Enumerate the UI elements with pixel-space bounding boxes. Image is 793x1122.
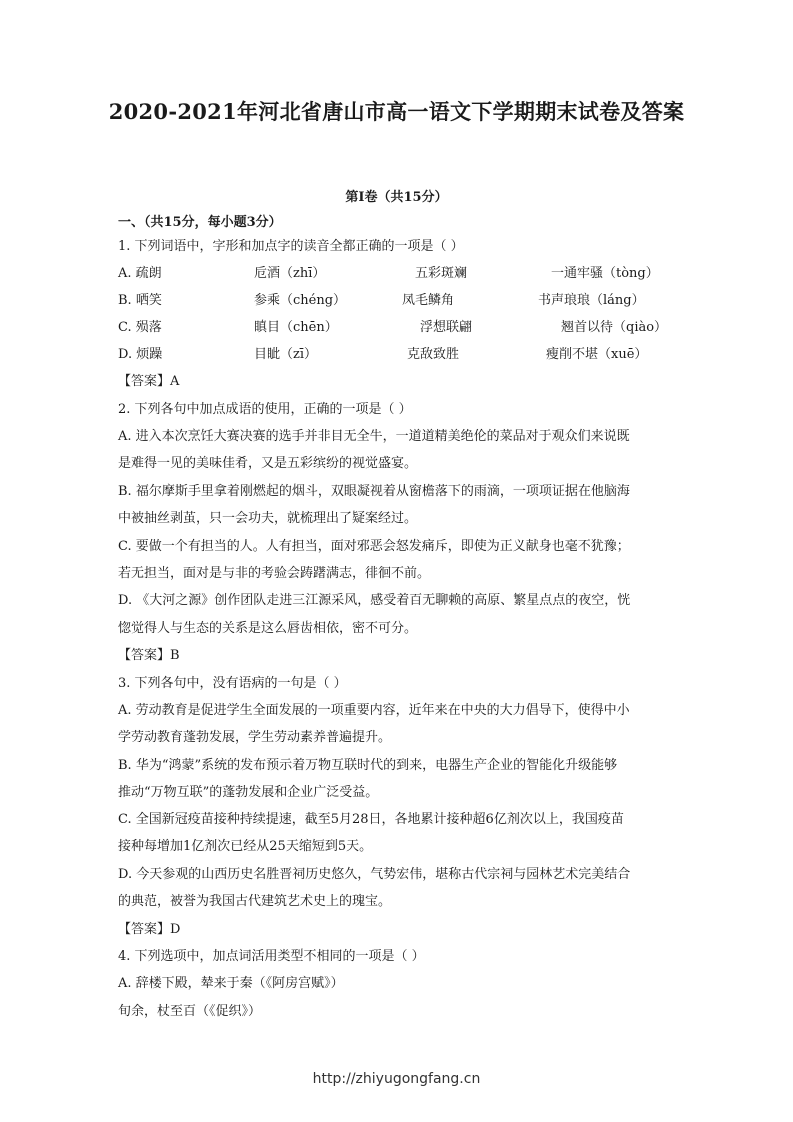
q3-answer: 【答案】D: [118, 922, 181, 937]
q4-line: 旬余，杖至百（《促织》）: [118, 1004, 262, 1019]
q2-line: 2. 下列各句中加点成语的使用，正确的一项是（ ）: [118, 402, 412, 417]
section-heading: 一、（共15分，每小题3分）: [118, 215, 282, 230]
q2-line: C. 要做一个有担当的人。人有担当，面对邪恶会怒发痛斥，即使为正义献身也毫不犹豫；: [118, 539, 630, 554]
q1-option-cell: A. 疏朗: [118, 266, 162, 281]
q1-option-cell: B. 哂笑: [118, 293, 162, 308]
q1-option-cell: 五彩斑斓: [415, 266, 468, 281]
q2-line: 若无担当，面对是与非的考验会踌躇满志，徘徊不前。: [118, 566, 431, 581]
q4-line: A. 辞楼下殿，辇来于秦（《阿房宫赋》）: [118, 976, 344, 991]
document-title: 2020-2021年河北省唐山市高一语文下学期期末试卷及答案: [108, 99, 685, 124]
q2-line: 中被抽丝剥茧，只一会功夫，就梳理出了疑案经过。: [118, 511, 418, 526]
q3-line: 接种每增加1亿剂次已经从25天缩短到5天。: [118, 839, 373, 854]
q1-option-cell: 凤毛鳞角: [402, 293, 455, 308]
q1-option-cell: 卮酒（zhī）: [254, 266, 326, 281]
q2-line: 是难得一见的美味佳肴，又是五彩缤纷的视觉盛宴。: [118, 456, 418, 471]
q1-option-cell: 浮想联翩: [420, 320, 473, 335]
q3-line: A. 劳动教育是促进学生全面发展的一项重要内容，近年来在中央的大力倡导下，使得中小: [118, 703, 630, 718]
q2-answer: 【答案】B: [118, 648, 180, 663]
q3-line: 学劳动教育蓬勃发展，学生劳动素养普遍提升。: [118, 730, 392, 745]
q2-line: 惚觉得人与生态的关系是这么唇齿相依，密不可分。: [118, 621, 418, 636]
footer-url: http://zhiyugongfang.cn: [312, 1071, 481, 1087]
q4-line: 4. 下列选项中，加点词活用类型不相同的一项是（ ）: [118, 949, 425, 964]
q3-line: 的典范，被誉为我国古代建筑艺术史上的瑰宝。: [118, 894, 392, 909]
q1-option-cell: C. 殒落: [118, 320, 162, 335]
q2-line: D. 《大河之源》创作团队走进三江源采风，感受着百无聊赖的高原、繁星点点的夜空，恍: [118, 593, 631, 608]
q3-line: 推动“万物互联”的蓬勃发展和企业广泛受益。: [118, 785, 379, 800]
q1-option-cell: 翘首以待（qiào）: [561, 320, 668, 335]
q1-option-cell: 书声琅琅（láng）: [538, 293, 645, 308]
q1-option-cell: 一通牢骚（tòng）: [551, 266, 659, 281]
q1-option-cell: 参乘（chéng）: [254, 293, 347, 308]
q2-line: B. 福尔摩斯手里拿着刚燃起的烟斗，双眼凝视着从窗檐落下的雨滴，一项项证据在他脑海: [118, 484, 630, 499]
q1-option-cell: 瘦削不堪（xuē）: [546, 347, 648, 362]
q2-line: A. 进入本次烹饪大赛决赛的选手并非目无全牛，一道道精美绝伦的菜品对于观众们来说既: [118, 429, 630, 444]
q1-option-cell: 瞋目（chēn）: [254, 320, 338, 335]
q3-line: C. 全国新冠疫苗接种持续提速，截至5月28日，各地累计接种超6亿剂次以上，我国疫苗: [118, 812, 624, 827]
volume-heading: 第Ⅰ卷（共15分）: [345, 190, 448, 205]
q1-option-cell: 目眦（zī）: [254, 347, 318, 362]
q1-option-cell: D. 烦躁: [118, 347, 163, 362]
q1-stem: 1. 下列词语中，字形和加点字的读音全都正确的一项是（ ）: [118, 239, 464, 254]
q1-option-cell: 克敌致胜: [407, 347, 460, 362]
q3-line: B. 华为“鸿蒙”系统的发布预示着万物互联时代的到来，电器生产企业的智能化升级能够: [118, 758, 618, 773]
q3-line: 3. 下列各句中，没有语病的一句是（ ）: [118, 676, 347, 691]
q1-answer: 【答案】A: [118, 374, 180, 389]
q3-line: D. 今天参观的山西历史名胜晋祠历史悠久，气势宏伟，堪称古代宗祠与园林艺术完美结合: [118, 867, 631, 882]
